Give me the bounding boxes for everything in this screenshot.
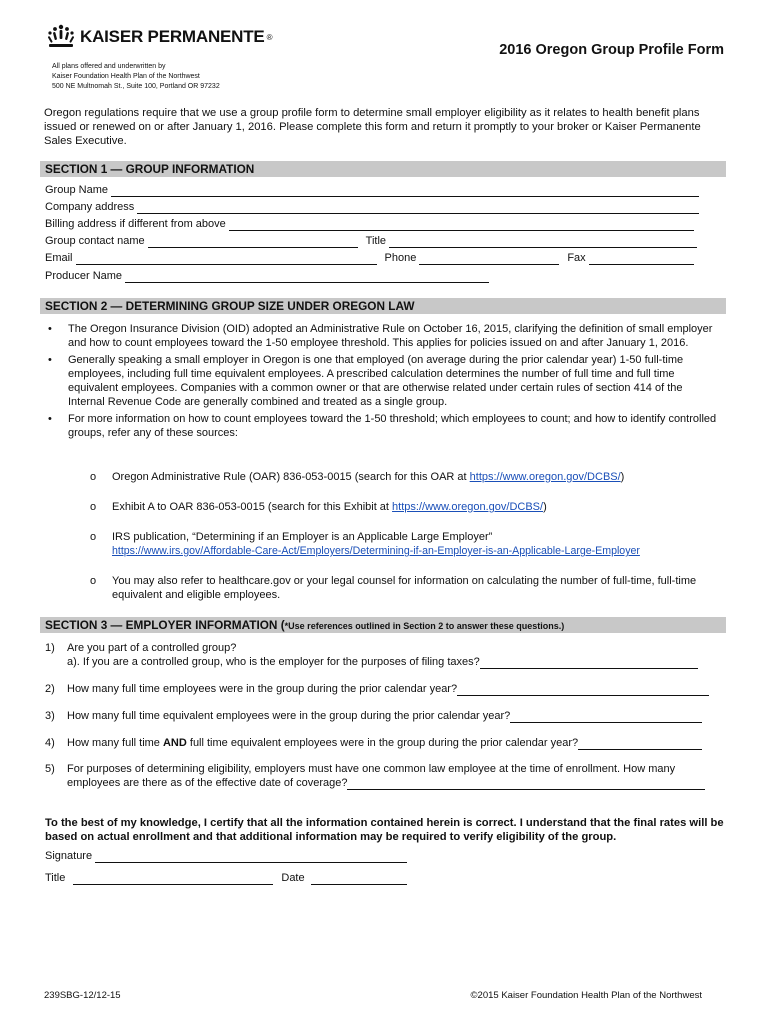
phone-line[interactable] [419, 253, 559, 265]
source-close: ) [620, 471, 625, 483]
circle-bullet-icon: o [90, 531, 97, 543]
oregon-dcbs-link[interactable]: https://www.oregon.gov/DCBS/ [392, 501, 544, 513]
source-item [90, 470, 730, 484]
irs-link[interactable]: https://www.irs.gov/Affordable-Care-Act/Employers/Determining-if-an-Employer-is-an-Applicable-Large-Employer [112, 545, 640, 557]
source-item [90, 574, 730, 602]
address-line: Kaiser Foundation Health Plan of the Northwest [52, 73, 200, 80]
form-code: 239SBG-12/12-15 [44, 990, 121, 1001]
source-item [90, 500, 730, 514]
section-3-note: *Use references outlined in Section 2 to answer these questions.) [284, 621, 565, 631]
billing-address-line[interactable] [229, 219, 694, 231]
source-text [112, 530, 640, 558]
bullet-text: For more information on how to count employees toward the 1-50 threshold; which employees to count; and how to identify controlled groups, refer any of these sources: [68, 413, 717, 439]
question-text-block [67, 762, 725, 790]
oregon-dcbs-link[interactable]: https://www.oregon.gov/DCBS/ [469, 471, 621, 483]
question-5 [45, 762, 725, 790]
answer-line[interactable] [480, 657, 698, 669]
date-line[interactable] [311, 873, 407, 885]
question-emphasis: AND [162, 737, 187, 749]
bullet-icon: • [48, 323, 52, 335]
bullet-text: The Oregon Insurance Division (OID) adopted an Administrative Rule on October 16, 2015, clarifying the definition of small employer and how to count employees toward the 1-50 employee threshold. This applies for policies issued on and after January 1, 2016. [68, 323, 713, 349]
question-text-block [67, 641, 725, 669]
source-description: Exhibit A to OAR 836-053-0015 (search for this Exhibit at [112, 501, 393, 513]
producer-line[interactable] [125, 271, 489, 283]
bullet-icon: • [48, 354, 52, 366]
signature-title-label: Title [45, 872, 66, 884]
question-number: 5) [45, 763, 55, 775]
registered-mark: ® [266, 32, 273, 42]
form-title: 2016 Oregon Group Profile Form [499, 42, 724, 58]
question-subtext: a). If you are a controlled group, who is the employer for the purposes of filing taxes? [67, 656, 480, 668]
source-item [90, 530, 730, 558]
section-2-bullets [48, 322, 720, 443]
bullet-item [48, 353, 720, 409]
question-number: 4) [45, 737, 55, 749]
billing-address-label: Billing address if different from above [45, 218, 226, 230]
question-number: 2) [45, 683, 55, 695]
underwriter-address [52, 62, 220, 92]
intro-paragraph: Oregon regulations require that we use a group profile form to determine small employer eligibility as it relates to health benefit plans issued or renewed on or after January 1, 2016. Please complete this form and return it promptly to your broker or Kaiser Permanente Sales Executive. [44, 107, 701, 147]
question-1 [45, 641, 725, 669]
title-line[interactable] [389, 236, 697, 248]
answer-line[interactable] [457, 684, 709, 696]
phone-label: Phone [384, 252, 417, 264]
section-2-header: SECTION 2 — DETERMINING GROUP SIZE UNDER OREGON LAW [40, 298, 726, 314]
address-line: 500 NE Multnomah St., Suite 100, Portland OR 97232 [52, 83, 220, 90]
section-1-header: SECTION 1 — GROUP INFORMATION [40, 161, 726, 177]
address-line: All plans offered and underwritten by [52, 63, 166, 70]
copyright: ©2015 Kaiser Foundation Health Plan of the Northwest [470, 990, 702, 1001]
source-text [112, 470, 624, 484]
source-description: You may also refer to healthcare.gov or your legal counsel for information on calculating the number of full-time, full-time equivalent and eligible employees. [112, 575, 697, 601]
question-text: For purposes of determining eligibility, employers must have one common law employee at the time of enrollment. How many employees are there as of the effective date of coverage? [67, 763, 676, 789]
bullet-item [48, 412, 720, 440]
source-description: Oregon Administrative Rule (OAR) 836-053-0015 (search for this OAR at [112, 471, 470, 483]
fax-label: Fax [567, 252, 586, 264]
kaiser-logo [46, 24, 272, 50]
answer-line[interactable] [510, 711, 702, 723]
question-text: Are you part of a controlled group? [67, 642, 237, 654]
group-contact-label: Group contact name [45, 235, 145, 247]
bullet-text: Generally speaking a small employer in Oregon is one that employed (on average during the prior calendar year) 1-50 full-time employees, including full time equivalent employees. A prescribed calculation determines the number of full time and full time equivalent employees. Companies with a common owner or that are otherwise related under certain rules of section 414 of the Internal Revenue Code are generally combined and treated as a single group. [68, 354, 684, 408]
signature-field[interactable] [45, 850, 407, 863]
signature-line[interactable] [95, 851, 407, 863]
billing-address-field[interactable] [45, 218, 694, 231]
producer-label: Producer Name [45, 270, 123, 282]
company-address-field[interactable] [45, 201, 699, 214]
group-contact-line[interactable] [148, 236, 358, 248]
email-line[interactable] [76, 253, 377, 265]
question-text: How many full time [67, 737, 163, 749]
bullet-item [48, 322, 720, 350]
source-close: ) [543, 501, 547, 513]
company-address-line[interactable] [137, 202, 699, 214]
date-label: Date [281, 872, 305, 884]
answer-line[interactable] [578, 738, 702, 750]
signature-title-line[interactable] [73, 873, 273, 885]
question-number: 3) [45, 710, 55, 722]
kaiser-people-logo-icon [46, 24, 76, 50]
question-2 [45, 682, 725, 696]
group-name-label: Group Name [45, 184, 108, 196]
signature-label: Signature [45, 850, 93, 862]
source-description: IRS publication, “Determining if an Employer is an Applicable Large Employer” [112, 531, 493, 543]
question-text-block [67, 709, 725, 723]
circle-bullet-icon: o [90, 501, 97, 513]
contact-title-row[interactable] [45, 235, 697, 248]
title-date-row[interactable] [45, 872, 407, 885]
group-name-field[interactable] [45, 184, 699, 197]
circle-bullet-icon: o [90, 575, 97, 587]
company-address-label: Company address [45, 201, 135, 213]
question-text: How many full time employees were in the group during the prior calendar year? [67, 683, 458, 695]
circle-bullet-icon: o [90, 471, 97, 483]
title-label: Title [365, 235, 387, 247]
question-4 [45, 736, 725, 750]
brand-name: KAISER PERMANENTE [80, 27, 265, 46]
certification-statement: To the best of my knowledge, I certify that all the information contained herein is correct. I understand that the final rates will be based on actual enrollment and that additional information may be required to verify eligibility of the group. [45, 817, 724, 843]
email-label: Email [45, 252, 73, 264]
producer-field[interactable] [45, 270, 489, 283]
question-text: How many full time equivalent employees were in the group during the prior calendar year? [67, 710, 511, 722]
group-name-line[interactable] [111, 185, 699, 197]
answer-line[interactable] [347, 778, 705, 790]
question-number: 1) [45, 642, 55, 654]
question-text-block [67, 736, 725, 750]
question-text: full time equivalent employees were in the group during the prior calendar year? [186, 737, 579, 749]
question-text-block [67, 682, 725, 696]
bullet-icon: • [48, 413, 52, 425]
section-3-title: SECTION 3 — EMPLOYER INFORMATION ( [45, 618, 285, 632]
source-text [112, 500, 547, 514]
question-3 [45, 709, 725, 723]
email-phone-fax-row[interactable] [45, 252, 694, 265]
fax-line[interactable] [589, 253, 694, 265]
section-3-header [40, 617, 726, 633]
